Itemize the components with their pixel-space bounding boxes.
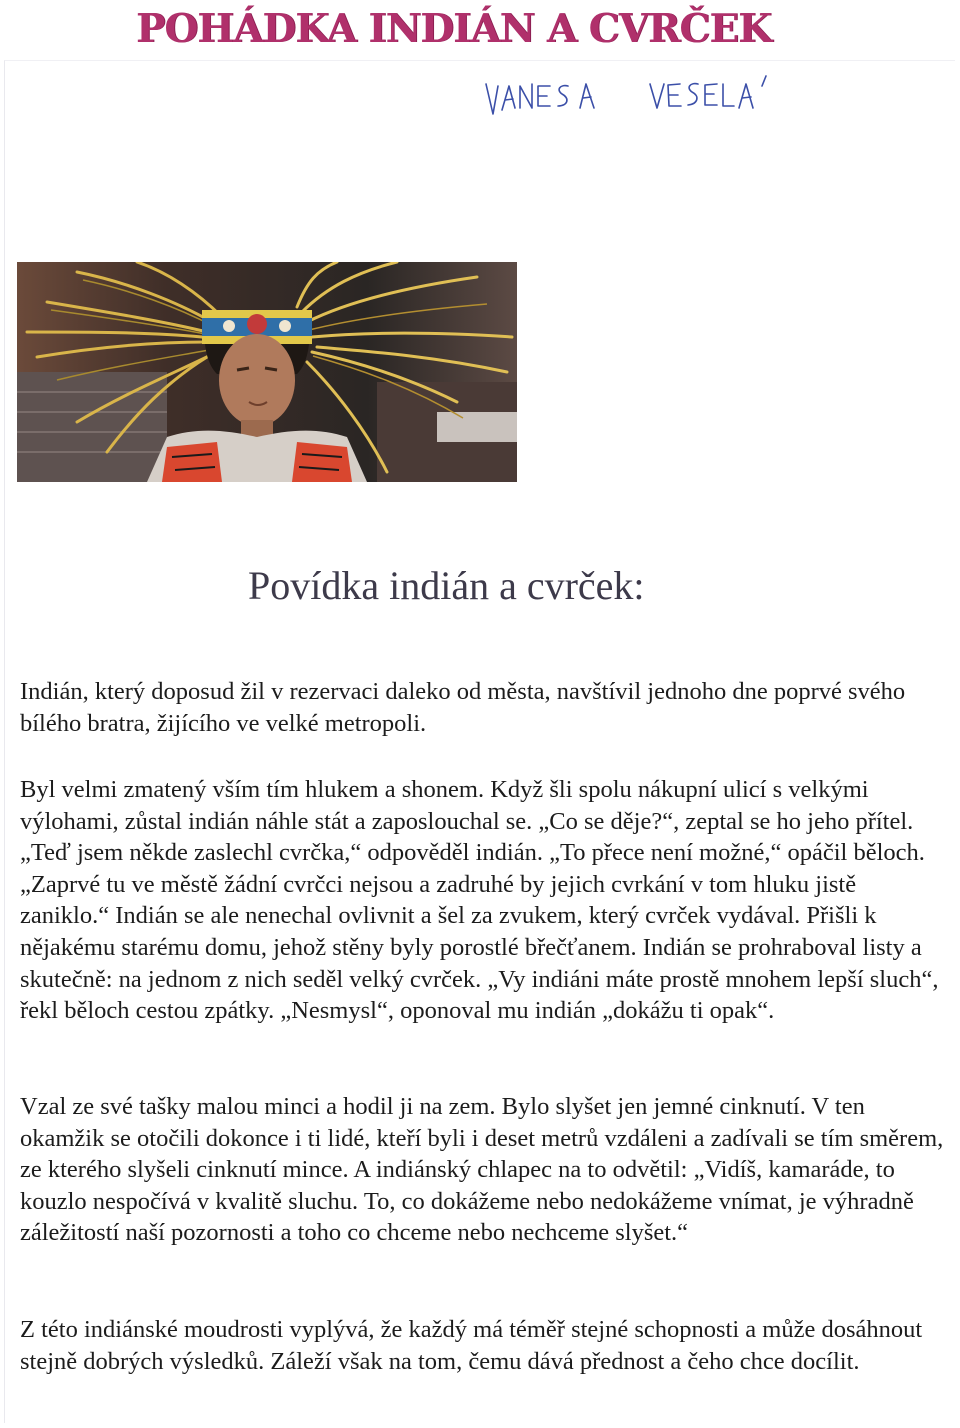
story-subtitle: Povídka indián a cvrček:	[248, 563, 645, 608]
indian-boy-photo	[17, 262, 517, 482]
story-paragraph-3: Vzal ze své tašky malou minci a hodil ji na zem. Bylo slyšet jen jemné cinknutí. V ten okamžik se otočili dokonce i ti lidé, kteří byli i deset metrů vzdáleni a zadívali se tím směrem, ze kterého slyšeli cinknutí mince. A indiánský chlapec na to odvětil: „Vidíš, kamaráde, to kouzlo nespočívá v kvalitě sluchu. To, co dokážeme nebo nedokážeme vnímat, je výhradně záležitostí naší pozornosti a toho co chceme nebo nechceme slyšet.“	[20, 1093, 944, 1247]
story-paragraph-1: Indián, který doposud žil v rezervaci daleko od města, navštívil jednoho dne poprvé svého bílého bratra, žijícího ve velké metropoli.	[20, 678, 906, 737]
main-title: POHÁDKA INDIÁN A CVRČEK	[136, 6, 772, 52]
handwritten-signature	[482, 72, 782, 120]
story-paragraph-4: Z této indiánské moudrosti vyplývá, že každý má téměř stejné schopnosti a může dosáhnout stejně dobrých výsledků. Záleží však na tom, čemu dává přednost a čeho chce docílit.	[20, 1316, 923, 1375]
story-paragraph-2: Byl velmi zmatený vším tím hlukem a shonem. Když šli spolu nákupní ulicí s velkými výlohami, zůstal indián náhle stát a zaposlouchal se. „Co se děje?“, zeptal se ho jeho přítel. „Teď jsem někde zaslechl cvrčka,“ odpověděl indián. „To přece není možné,“ opáčil běloch. „Zaprvé tu ve městě žádní cvrčci nejsou a zadruhé by jejich cvrkání v tom hluku jistě zaniklo.“ Indián se ale nenechal ovlivnit a šel za zvukem, který cvrček vydával. Přišli k nějakému starému domu, jehož stěny byly porostlé břečťanem. Indián se prohraboval listy a skutečně: na jednom z nich seděl velký cvrček. „Vy indiáni máte prostě mnohem lepší sluch“, řekl běloch cestou zpátky. „Nesmysl“, oponoval mu indián „dokážu ti opak“.	[20, 776, 939, 1025]
